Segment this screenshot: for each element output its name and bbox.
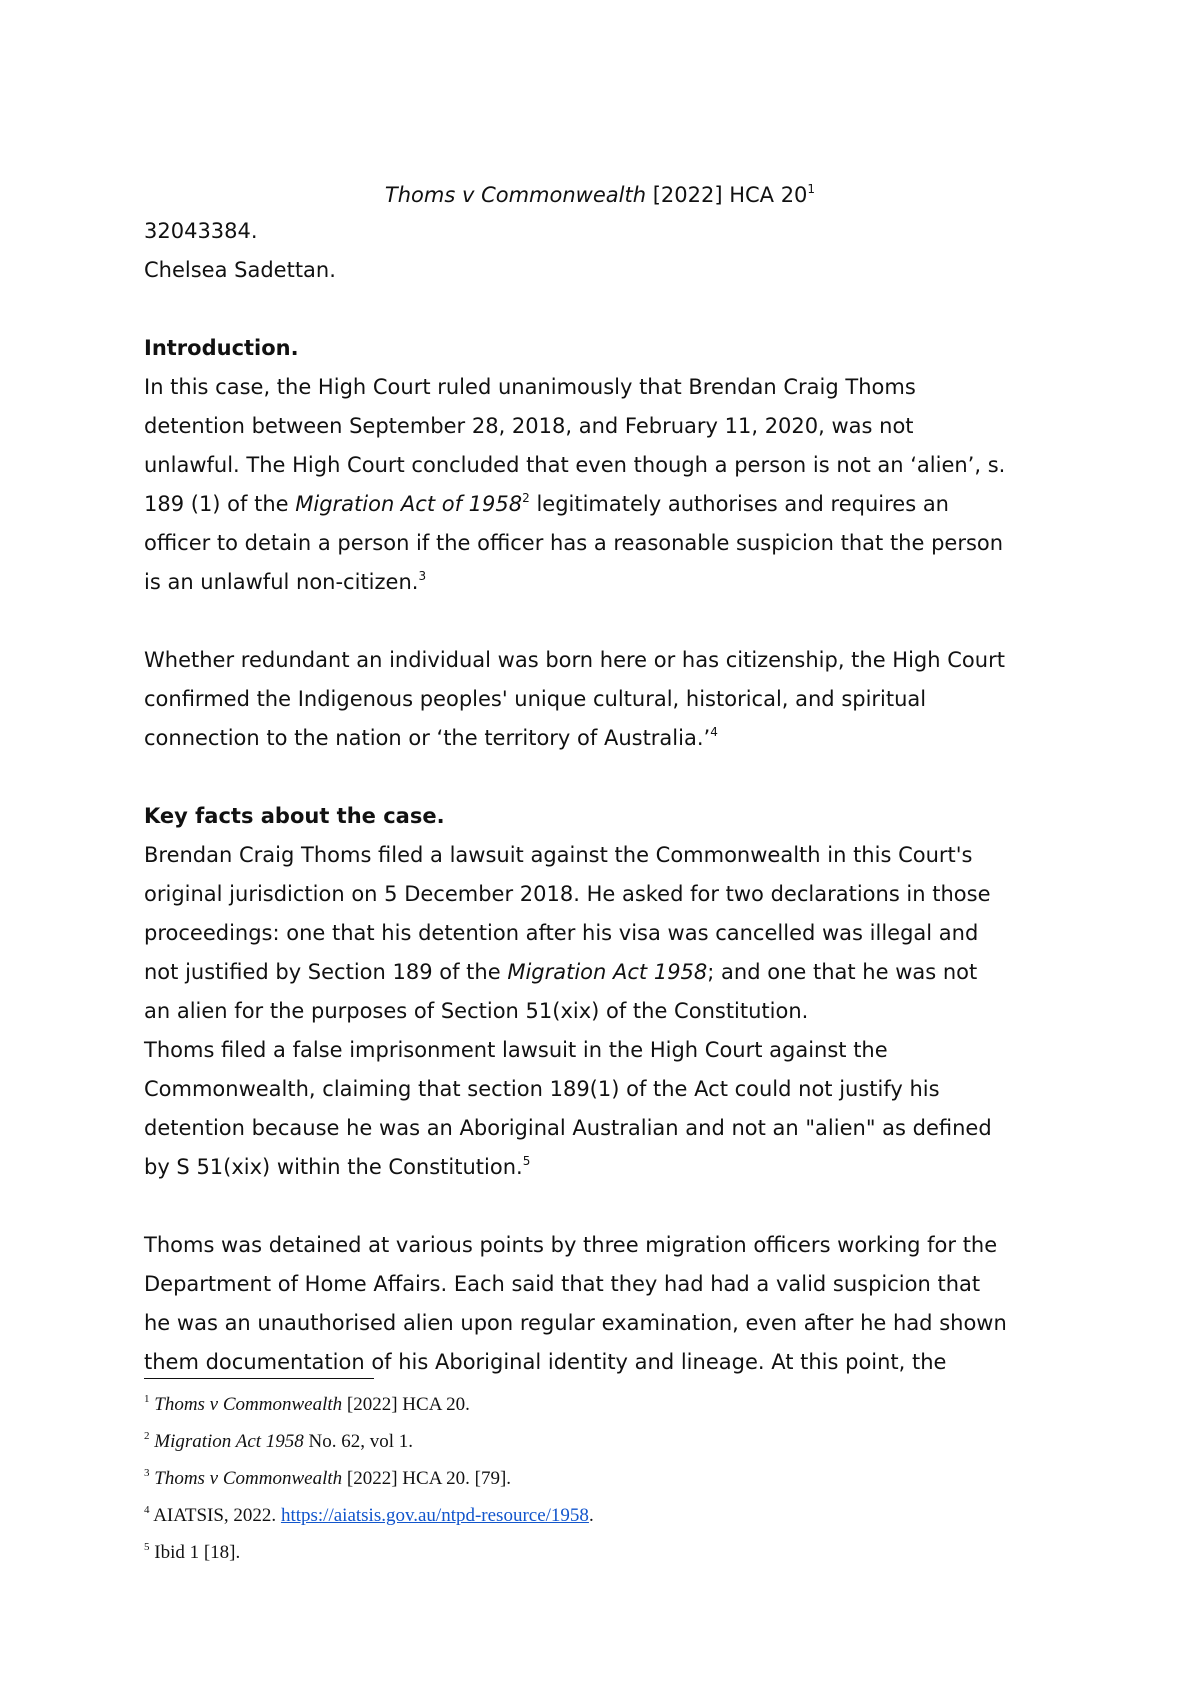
footnote-4: $^4$ AIATSIS, 2022. https://aiatsis.gov.au/ntpd-resource/1958. bbox=[144, 1504, 594, 1526]
paragraph-line: confirmed the Indigenous peoples' unique cultural, historical, and spiritual bbox=[144, 687, 927, 711]
student-id: 32043384. bbox=[144, 219, 258, 243]
footnote-3: $^3$ Thoms v Commonwealth [2022] HCA 20. [79]. bbox=[144, 1467, 512, 1489]
author-name: Chelsea Sadettan. bbox=[144, 258, 336, 282]
footnote-ref[interactable]: 1 bbox=[807, 182, 816, 196]
paragraph-line: detention between September 28, 2018, and February 11, 2020, was not bbox=[144, 414, 914, 438]
paragraph-line: is an unlawful non-citizen.$^3$ bbox=[144, 569, 427, 594]
footnote-5: $^5$ Ibid 1 [18]. bbox=[144, 1541, 241, 1563]
aiatsis-link[interactable]: https://aiatsis.gov.au/ntpd-resource/1958 bbox=[280, 1505, 589, 1526]
paragraph-line: original jurisdiction on 5 December 2018. He asked for two declarations in those bbox=[144, 882, 991, 906]
introduction-heading: Introduction. bbox=[144, 336, 299, 360]
footnote-ref[interactable]: 2 bbox=[522, 491, 530, 505]
paragraph-line: proceedings: one that his detention after his visa was cancelled was illegal and bbox=[144, 921, 979, 945]
footnote-ref[interactable]: 3 bbox=[418, 569, 427, 583]
paragraph-line: Department of Home Affairs. Each said that they had had a valid suspicion that bbox=[144, 1272, 981, 1296]
document-body bbox=[144, 212, 1064, 1382]
paragraph-line: Brendan Craig Thoms filed a lawsuit against the Commonwealth in this Court's bbox=[144, 843, 973, 867]
paragraph-line: them documentation of his Aboriginal identity and lineage. At this point, the bbox=[144, 1350, 947, 1374]
paragraph-line: an alien for the purposes of Section 51(xix) of the Constitution. bbox=[144, 999, 809, 1023]
footnotes bbox=[144, 1386, 1044, 1571]
paragraph-line: he was an unauthorised alien upon regular examination, even after he had shown bbox=[144, 1311, 1007, 1335]
paragraph-line: connection to the nation or ‘the territory of Australia.’$^4$ bbox=[144, 725, 718, 750]
footnote-separator bbox=[144, 1378, 374, 1379]
act-name: Migration Act 1958 bbox=[507, 960, 708, 984]
footnote-2: $^2$ Migration Act 1958 No. 62, vol 1. bbox=[144, 1430, 414, 1452]
case-name: Thoms v Commonwealth bbox=[384, 183, 647, 207]
paragraph-line: 189 (1) of the Migration Act of 1958$^2$ legitimately authorises and requires an bbox=[144, 491, 949, 516]
paragraph-line: unlawful. The High Court concluded that even though a person is not an ‘alien’, s. bbox=[144, 453, 1006, 477]
document-title bbox=[0, 176, 1200, 215]
paragraph-line: Thoms was detained at various points by three migration officers working for the bbox=[144, 1233, 998, 1257]
paragraph-line: In this case, the High Court ruled unanimously that Brendan Craig Thoms bbox=[144, 375, 916, 399]
paragraph-line: not justified by Section 189 of the Migration Act 1958; and one that he was not bbox=[144, 960, 978, 984]
act-name: Migration Act of 1958 bbox=[295, 492, 523, 516]
paragraph-line: officer to detain a person if the officer has a reasonable suspicion that the person bbox=[144, 531, 1004, 555]
footnote-ref[interactable]: 5 bbox=[522, 1154, 531, 1168]
case-citation: [2022] HCA 20 bbox=[646, 183, 808, 207]
footnote-ref[interactable]: 4 bbox=[710, 725, 718, 739]
key-facts-heading: Key facts about the case. bbox=[144, 804, 445, 828]
footnote-1: $^1$ Thoms v Commonwealth [2022] HCA 20. bbox=[144, 1393, 470, 1415]
paragraph-line: by S 51(xix) within the Constitution.$^5$ bbox=[144, 1154, 531, 1179]
paragraph-line: detention because he was an Aboriginal Australian and not an "alien" as defined bbox=[144, 1116, 992, 1140]
paragraph-line: Commonwealth, claiming that section 189(1) of the Act could not justify his bbox=[144, 1077, 940, 1101]
paragraph-line: Thoms filed a false imprisonment lawsuit in the High Court against the bbox=[144, 1038, 888, 1062]
paragraph-line: Whether redundant an individual was born here or has citizenship, the High Court bbox=[144, 648, 1005, 672]
